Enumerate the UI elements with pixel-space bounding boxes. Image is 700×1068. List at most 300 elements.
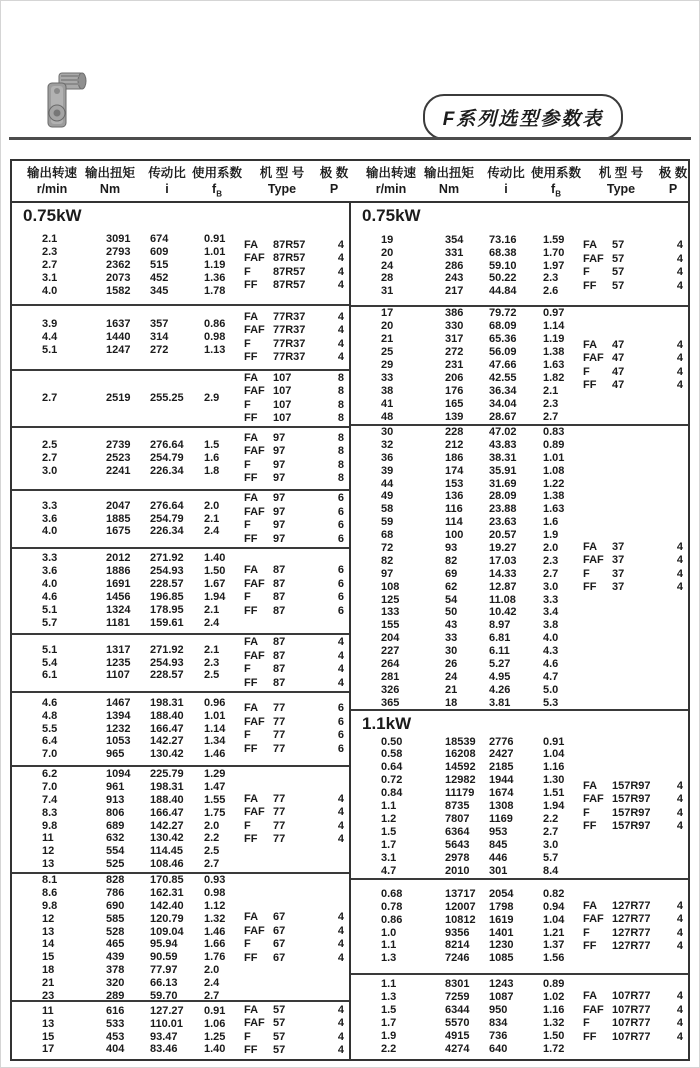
ratio-value: 271.92 — [150, 552, 184, 565]
table-row — [351, 787, 583, 800]
service-factor-value: 1.16 — [543, 1004, 565, 1017]
output-torque-value: 43 — [445, 619, 458, 632]
output-speed-value: 0.72 — [381, 774, 403, 787]
type-prefix: FF — [583, 820, 597, 832]
type-prefix: FAF — [583, 554, 604, 567]
service-factor-value: 5.3 — [543, 696, 559, 709]
output-torque-value: 136 — [445, 490, 464, 503]
table-section — [12, 549, 349, 635]
service-factor-value: 1.94 — [204, 591, 226, 603]
type-size: 57 — [612, 266, 625, 278]
output-speed-value: 4.0 — [42, 578, 58, 591]
header-right-half — [351, 161, 688, 201]
type-row — [244, 519, 346, 533]
output-speed-value: 29 — [381, 359, 394, 372]
type-prefix: FAF — [583, 1003, 604, 1016]
col-header-unit: i — [504, 182, 508, 196]
output-torque-value: 50 — [445, 606, 458, 619]
ratio-value: 110.01 — [150, 1017, 184, 1030]
output-torque-value: 2519 — [106, 392, 131, 405]
type-row — [583, 581, 685, 595]
output-speed-value: 1.3 — [381, 952, 397, 965]
col-header-cn: 机 型 号 — [259, 166, 305, 180]
type-prefix: F — [583, 1017, 590, 1029]
table-row — [12, 439, 244, 452]
type-prefix: FAF — [583, 913, 604, 925]
type-row — [583, 940, 685, 954]
table-row — [351, 697, 583, 710]
ratio-value: 225.79 — [150, 767, 184, 780]
table-row — [12, 657, 244, 670]
ratio-value: 42.55 — [489, 371, 517, 384]
table-section — [12, 635, 349, 693]
output-speed-value: 13 — [42, 858, 55, 871]
type-row — [244, 445, 346, 459]
service-factor-value: 4.0 — [543, 632, 559, 645]
service-factor-value: 1.36 — [204, 271, 226, 284]
table-row — [12, 565, 244, 578]
ratio-value: 1944 — [489, 774, 514, 787]
ratio-value: 50.22 — [489, 272, 517, 285]
type-size: 67 — [273, 911, 286, 924]
service-factor-value: 2.2 — [204, 832, 220, 845]
poles-value: 6 — [337, 577, 344, 590]
ratio-value: 130.42 — [150, 832, 184, 845]
service-factor-value: 2.0 — [204, 964, 220, 977]
type-row — [244, 925, 346, 939]
table-row — [351, 761, 583, 774]
col-header-cn: 传动比 — [487, 166, 525, 180]
header-left-half — [12, 161, 349, 201]
ratio-value: 3.81 — [489, 696, 511, 709]
ratio-value: 345 — [150, 284, 169, 297]
service-factor-value: 1.6 — [204, 452, 220, 465]
output-speed-value: 44 — [381, 477, 394, 490]
type-size: 47 — [612, 338, 625, 351]
service-factor-value: 1.9 — [543, 529, 559, 542]
ratio-value: 127.27 — [150, 1004, 184, 1017]
poles-value: 8 — [337, 412, 344, 424]
service-factor-value: 1.04 — [543, 913, 565, 926]
type-prefix: FAF — [244, 1017, 265, 1029]
output-speed-value: 6.2 — [42, 767, 58, 780]
table-section — [12, 693, 349, 767]
output-speed-value: 1.2 — [381, 812, 397, 825]
output-torque-value: 1467 — [106, 696, 131, 709]
type-prefix: FF — [244, 1044, 258, 1056]
type-row — [244, 351, 346, 365]
ratio-value: 1169 — [489, 812, 513, 825]
output-torque-value: 7807 — [445, 812, 470, 825]
type-list — [583, 239, 685, 293]
output-speed-value: 3.0 — [42, 464, 58, 477]
output-torque-value: 8214 — [445, 939, 470, 952]
type-size: 57 — [612, 279, 625, 292]
type-prefix: F — [244, 819, 251, 832]
type-size: 107 — [273, 385, 292, 397]
poles-value: 4 — [337, 819, 344, 832]
poles-value: 4 — [337, 951, 344, 964]
poles-value: 4 — [337, 324, 344, 336]
output-speed-value: 20 — [381, 320, 394, 333]
output-speed-value: 0.64 — [381, 761, 403, 774]
poles-value: 6 — [337, 604, 344, 617]
gearmotor-photo — [43, 69, 87, 131]
poles-value: 6 — [337, 564, 344, 576]
output-speed-value: 264 — [381, 658, 400, 671]
service-factor-value: 1.50 — [543, 1029, 565, 1042]
output-speed-value: 0.78 — [381, 900, 403, 913]
output-torque-value: 1235 — [106, 656, 131, 669]
type-size: 157R97 — [612, 779, 651, 792]
type-prefix: FAF — [244, 715, 265, 728]
table-section — [351, 203, 688, 307]
type-size: 87 — [273, 663, 286, 675]
table-row — [351, 372, 583, 385]
poles-value: 4 — [676, 279, 683, 292]
output-speed-value: 0.50 — [381, 735, 403, 748]
table-row — [12, 951, 244, 964]
output-speed-value: 49 — [381, 490, 394, 503]
type-list — [244, 1004, 346, 1058]
ratio-value: 5.27 — [489, 658, 511, 671]
output-speed-value: 7.4 — [42, 793, 58, 806]
table-row — [351, 426, 583, 439]
poles-value: 4 — [337, 938, 344, 951]
service-factor-value: 2.3 — [204, 656, 220, 669]
service-factor-value: 1.70 — [543, 246, 565, 259]
col-header-unit: Type — [606, 182, 636, 196]
ratio-value: 142.40 — [150, 899, 184, 912]
table-row — [351, 516, 583, 529]
poles-value: 4 — [676, 540, 683, 553]
output-speed-value: 7.0 — [42, 748, 58, 761]
type-prefix: FAF — [244, 445, 265, 457]
output-speed-value: 4.0 — [42, 525, 58, 538]
type-size: 57 — [612, 239, 625, 251]
service-factor-value: 2.5 — [204, 845, 220, 858]
table-row — [351, 978, 583, 991]
type-size: 157R97 — [612, 793, 651, 805]
output-torque-value: 100 — [445, 529, 464, 542]
type-row — [583, 266, 685, 280]
type-size: 77 — [273, 715, 286, 728]
table-row — [12, 990, 244, 1002]
service-factor-value: 3.4 — [543, 606, 559, 619]
type-prefix: FF — [244, 472, 258, 484]
poles-value: 6 — [337, 492, 344, 504]
table-row — [12, 392, 244, 405]
service-factor-value: 2.4 — [204, 616, 220, 629]
poles-value: 4 — [337, 636, 344, 648]
ratio-value: 301 — [489, 864, 508, 877]
table-row — [12, 578, 244, 591]
ratio-value: 452 — [150, 271, 169, 284]
type-prefix: FA — [244, 371, 259, 384]
type-row — [244, 716, 346, 730]
output-speed-value: 1.0 — [381, 926, 397, 939]
ratio-value: 65.36 — [489, 333, 517, 346]
type-size: 107R77 — [612, 990, 651, 1002]
type-prefix: FAF — [244, 649, 265, 662]
service-factor-value: 0.96 — [204, 696, 226, 709]
table-row — [351, 839, 583, 852]
service-factor-value: 1.21 — [543, 926, 565, 939]
poles-value: 4 — [676, 252, 683, 265]
type-prefix: F — [583, 266, 590, 278]
ratio-value: 272 — [150, 343, 169, 356]
type-list — [583, 900, 685, 954]
output-torque-value: 186 — [445, 451, 464, 464]
ratio-value: 95.94 — [150, 938, 178, 951]
table-row — [351, 260, 583, 273]
table-row — [351, 285, 583, 298]
col-header-output-speed — [27, 165, 77, 197]
output-speed-value: 227 — [381, 645, 400, 658]
ratio-value: 14.33 — [489, 567, 517, 580]
service-factor-value: 1.01 — [204, 709, 226, 722]
type-prefix: FAF — [244, 924, 265, 937]
output-torque-value: 5643 — [445, 838, 470, 851]
table-row — [351, 385, 583, 398]
poles-value: 4 — [676, 926, 683, 939]
output-speed-value: 18 — [42, 964, 55, 977]
output-speed-value: 2.5 — [42, 439, 58, 452]
table-row — [12, 344, 244, 357]
output-speed-value: 20 — [381, 246, 394, 259]
poles-value: 6 — [337, 519, 344, 531]
output-torque-value: 231 — [445, 359, 464, 372]
section-body — [12, 549, 349, 633]
table-row — [351, 439, 583, 452]
type-list — [244, 636, 346, 690]
output-torque-value: 82 — [445, 554, 458, 567]
output-speed-value: 48 — [381, 410, 394, 423]
poles-value: 6 — [337, 505, 344, 518]
output-speed-value: 25 — [381, 346, 394, 359]
ratio-value: 1230 — [489, 939, 514, 952]
output-speed-value: 5.1 — [42, 603, 58, 616]
ratio-value: 23.63 — [489, 516, 517, 529]
type-row — [244, 279, 346, 293]
output-speed-value: 365 — [381, 696, 400, 709]
output-torque-value: 1691 — [106, 578, 131, 591]
poles-value: 4 — [337, 1017, 344, 1029]
table-row — [351, 490, 583, 503]
ratio-value: 109.04 — [150, 925, 184, 938]
type-row — [244, 952, 346, 966]
section-body — [12, 635, 349, 691]
table-row — [12, 710, 244, 723]
table-row — [12, 794, 244, 807]
output-torque-value: 139 — [445, 410, 464, 423]
type-list — [244, 239, 346, 293]
poles-value: 4 — [676, 581, 683, 594]
type-prefix: F — [244, 398, 251, 411]
type-prefix: FA — [244, 792, 259, 805]
service-factor-value: 0.97 — [543, 307, 565, 320]
output-torque-value: 228 — [445, 426, 464, 438]
service-factor-value: 2.7 — [204, 858, 220, 871]
type-prefix: F — [244, 265, 251, 278]
table-row — [12, 887, 244, 900]
output-speed-value: 4.0 — [42, 284, 58, 297]
output-torque-value: 961 — [106, 780, 125, 793]
ratio-value: 1087 — [489, 991, 514, 1004]
type-row — [244, 338, 346, 352]
service-factor-value: 1.22 — [543, 477, 565, 490]
ratio-value: 120.79 — [150, 912, 184, 925]
ratio-value: 736 — [489, 1029, 508, 1042]
output-speed-value: 58 — [381, 503, 394, 516]
output-speed-value: 13 — [42, 925, 55, 938]
output-speed-value: 5.1 — [42, 343, 58, 356]
page-title: F系列选型参数表 — [442, 108, 604, 130]
poles-value: 4 — [676, 1017, 683, 1029]
output-speed-value: 17 — [381, 307, 394, 320]
type-size: 77R37 — [273, 324, 306, 336]
table-right-half — [349, 203, 688, 1059]
table-row — [351, 333, 583, 346]
type-row — [583, 780, 685, 794]
output-speed-value: 13 — [42, 1017, 55, 1030]
table-row — [351, 581, 583, 594]
table-row — [12, 845, 244, 858]
output-torque-value: 453 — [106, 1030, 125, 1043]
ratio-value: 357 — [150, 318, 169, 331]
poles-value: 4 — [337, 649, 344, 662]
output-speed-value: 125 — [381, 593, 400, 606]
output-torque-value: 330 — [445, 320, 464, 333]
ratio-value: 170.85 — [150, 874, 184, 886]
service-factor-value: 2.4 — [204, 977, 220, 990]
output-speed-value: 5.4 — [42, 656, 58, 669]
output-torque-value: 1232 — [106, 722, 131, 735]
ratio-value: 44.84 — [489, 285, 517, 298]
type-size: 57 — [273, 1003, 286, 1016]
output-torque-value: 1247 — [106, 343, 131, 356]
ratio-value: 142.27 — [150, 735, 184, 748]
table-row — [351, 888, 583, 901]
ratio-value: 166.47 — [150, 722, 184, 735]
col-header-unit: Type — [267, 182, 297, 196]
service-factor-value: 0.86 — [204, 318, 226, 331]
type-prefix: FAF — [244, 252, 265, 264]
type-prefix: FF — [244, 604, 258, 617]
selection-parameter-table — [10, 159, 690, 1061]
type-row — [244, 578, 346, 592]
output-speed-value: 3.6 — [42, 512, 58, 525]
ratio-value: 1798 — [489, 900, 514, 913]
output-speed-value: 30 — [381, 426, 394, 438]
ratio-value: 108.46 — [150, 858, 184, 871]
output-torque-value: 6344 — [445, 1004, 470, 1017]
output-torque-value: 4274 — [445, 1042, 470, 1055]
output-speed-value: 3.1 — [42, 271, 58, 284]
service-factor-value: 1.02 — [543, 991, 565, 1004]
table-row — [12, 926, 244, 939]
table-row — [12, 913, 244, 926]
output-speed-value: 2.7 — [42, 259, 58, 272]
service-factor-value: 0.82 — [543, 887, 565, 900]
ratio-value: 1308 — [489, 800, 514, 813]
output-torque-value: 18539 — [445, 735, 476, 748]
poles-value: 4 — [676, 806, 683, 819]
ratio-value: 77.97 — [150, 964, 178, 977]
type-row — [583, 339, 685, 353]
output-speed-value: 4.8 — [42, 709, 58, 722]
type-list — [244, 492, 346, 546]
type-row — [244, 663, 346, 677]
output-torque-value: 272 — [445, 346, 464, 359]
ratio-value: 674 — [150, 233, 169, 246]
ratio-value: 59.10 — [489, 259, 517, 272]
output-torque-value: 114 — [445, 516, 463, 529]
output-speed-value: 6.4 — [42, 735, 58, 748]
type-size: 97 — [273, 472, 286, 484]
col-header-output-torque — [424, 165, 474, 197]
output-speed-value: 0.68 — [381, 887, 403, 900]
service-factor-value: 1.01 — [204, 246, 226, 259]
output-torque-value: 30 — [445, 645, 458, 658]
output-torque-value: 1456 — [106, 591, 131, 603]
col-header-output-speed — [366, 165, 416, 197]
ratio-value: 2185 — [489, 761, 514, 774]
ratio-value: 38.31 — [489, 451, 517, 464]
type-size: 107 — [273, 398, 292, 411]
ratio-value: 1401 — [489, 926, 514, 939]
type-size: 157R97 — [612, 806, 651, 819]
type-row — [244, 591, 346, 605]
type-row — [244, 459, 346, 473]
output-speed-value: 1.9 — [381, 1029, 397, 1042]
service-factor-value: 1.72 — [543, 1042, 565, 1055]
service-factor-value: 2.3 — [543, 397, 559, 410]
type-size: 97 — [273, 458, 286, 471]
ratio-value: 1619 — [489, 913, 514, 926]
poles-value: 4 — [676, 338, 683, 351]
table-row — [12, 259, 244, 272]
poles-value: 4 — [676, 567, 683, 580]
type-size: 77 — [273, 806, 286, 818]
type-size: 127R77 — [612, 926, 651, 939]
table-row — [12, 552, 244, 565]
type-row — [583, 568, 685, 582]
service-factor-value: 3.8 — [543, 619, 559, 632]
output-speed-value: 326 — [381, 683, 400, 696]
type-prefix: FA — [583, 239, 598, 251]
table-section — [351, 426, 688, 711]
service-factor-value: 2.0 — [543, 542, 559, 555]
ratio-value: 1674 — [489, 787, 514, 800]
table-row — [351, 952, 583, 965]
type-size: 47 — [612, 352, 625, 364]
output-speed-value: 19 — [381, 233, 394, 246]
table-row — [12, 781, 244, 794]
table-section — [12, 428, 349, 491]
table-row — [351, 555, 583, 568]
poles-value: 4 — [676, 1003, 683, 1016]
ratio-value: 28.67 — [489, 410, 517, 423]
type-prefix: FF — [244, 351, 258, 363]
section-body — [12, 371, 349, 426]
type-row — [583, 1004, 685, 1018]
output-speed-value: 38 — [381, 384, 394, 397]
table-row — [351, 813, 583, 826]
output-speed-value: 6.1 — [42, 669, 58, 682]
ratio-value: 188.40 — [150, 709, 184, 722]
output-speed-value: 72 — [381, 542, 394, 555]
